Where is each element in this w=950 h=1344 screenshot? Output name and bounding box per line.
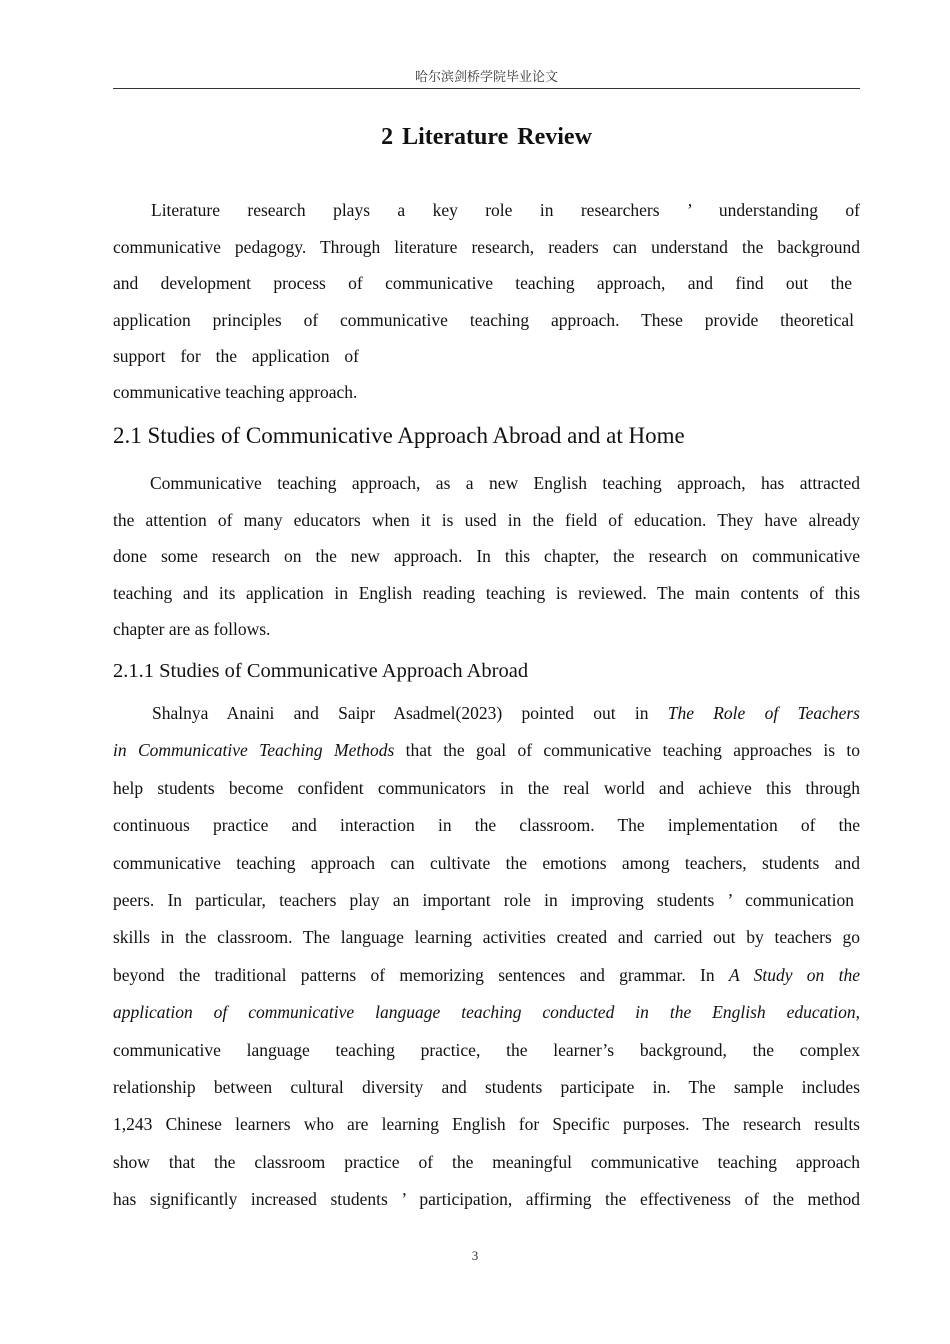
text-line: [113, 732, 860, 769]
text-line: Literature research plays a key role in researchers ’ understanding of: [151, 200, 860, 220]
text-line: [113, 994, 860, 1031]
intro-paragraph: [113, 192, 860, 409]
cited-title: A Study on the: [728, 964, 861, 985]
text-line: help students become confident communicators in the real world and achieve this through: [113, 777, 860, 798]
text-line: show that the classroom practice of the meaningful communicative teaching approach: [113, 1151, 860, 1172]
text-line: continuous practice and interaction in the classroom. The implementation of the: [113, 815, 860, 836]
running-header: 哈尔滨剑桥学院毕业论文: [414, 70, 558, 85]
text-line: support for the application of: [113, 346, 359, 366]
section-2-1-1-paragraph: [113, 695, 860, 1218]
text-line: the attention of many educators when it is used in the field of education. They have already: [113, 509, 860, 530]
text-run: beyond the traditional patterns of memorizing sentences and grammar. In: [113, 964, 729, 985]
text-line: communicative language teaching practice, the learner’s background, the complex: [113, 1039, 860, 1060]
text-line: communicative teaching approach.: [113, 381, 358, 402]
text-line: communicative teaching approach can cultivate the emotions among teachers, students and: [113, 852, 860, 873]
text-line: relationship between cultural diversity and students participate in. The sample includes: [113, 1076, 860, 1097]
text-line: communicative pedagogy. Through literature research, readers can understand the background: [113, 236, 860, 257]
text-run: ,: [855, 1002, 860, 1023]
text-line: has significantly increased students ’ participation, affirming the effectiveness of the method: [113, 1189, 860, 1210]
cited-title: in Communicative Teaching Methods: [113, 740, 395, 761]
page-number: 3: [471, 1248, 479, 1263]
text-run: Shalnya Anaini and Saipr Asadmel(2023) pointed out in: [152, 703, 668, 723]
section-heading-2-1: 2.1 Studies of Communicative Approach Abroad and at Home: [113, 423, 685, 448]
cited-title: application of communicative language teaching conducted in the English education: [113, 1002, 856, 1023]
section-heading-2-1-1: 2.1.1 Studies of Communicative Approach Abroad: [113, 660, 529, 682]
text-line: [113, 957, 860, 994]
text-run: that the goal of communicative teaching approaches is to: [394, 740, 860, 761]
chapter-title: 2 Literature Review: [381, 124, 592, 150]
text-line: 1,243 Chinese learners who are learning English for Specific purposes. The research results: [113, 1114, 860, 1135]
text-line: chapter are as follows.: [113, 619, 271, 639]
text-line: [113, 695, 860, 732]
text-line: and development process of communicative teaching approach, and find out the: [113, 273, 852, 293]
text-line: skills in the classroom. The language learning activities created and carried out by teachers go: [113, 927, 860, 948]
text-line: done some research on the new approach. In this chapter, the research on communicative: [113, 546, 860, 566]
header-rule: [113, 88, 860, 89]
text-line: Communicative teaching approach, as a new English teaching approach, has attracted: [150, 473, 860, 493]
text-line: teaching and its application in English reading teaching is reviewed. The main contents of this: [113, 582, 860, 603]
section-2-1-paragraph: [113, 465, 860, 648]
cited-title: The Role of Teachers: [667, 703, 860, 723]
text-line: application principles of communicative teaching approach. These provide theoretical: [113, 309, 854, 330]
text-line: peers. In particular, teachers play an important role in improving students ’ communication: [113, 889, 854, 910]
